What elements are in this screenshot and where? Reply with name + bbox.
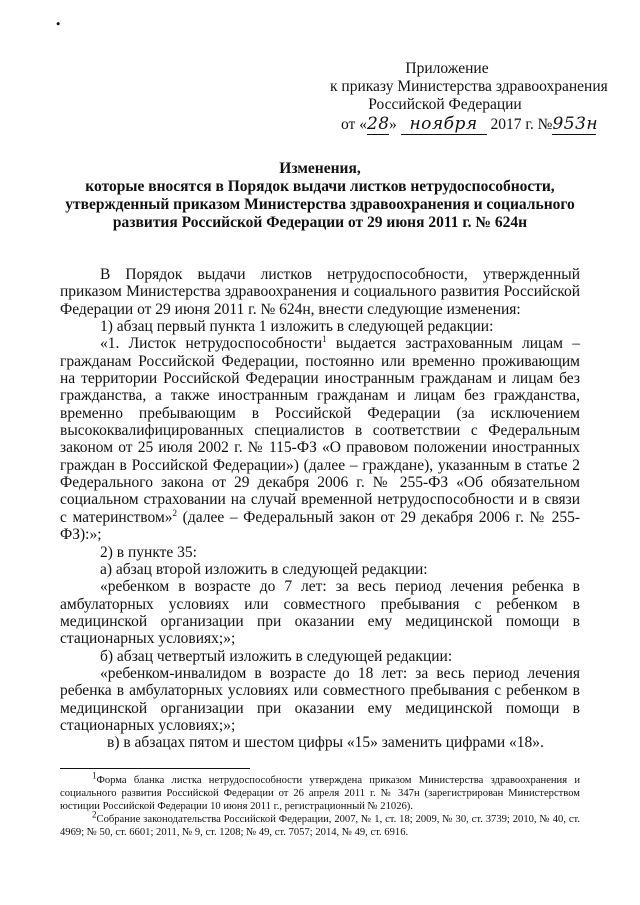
document-title <box>60 160 580 232</box>
date-prefix: от « <box>341 116 367 133</box>
appendix-header <box>330 60 630 114</box>
p3-text-c: (далее – Федеральный закон от 29 декабря 2006 г. № 255-ФЗ):»; <box>60 508 580 544</box>
paragraph-item-2a: а) абзац второй изложить в следующей редакции: <box>100 560 428 578</box>
paragraph-child-7: «ребенком в возрасте до 7 лет: за весь период лечения ребенка в амбулаторных условиях или совместного пребывания с ребенком в медицинской организации при оказании ему медицинской помощи в стационарных условиях;»; <box>60 578 580 648</box>
footnotes <box>60 770 580 839</box>
paragraph-item-1: 1) абзац первый пункта 1 изложить в следующей редакции: <box>100 318 494 336</box>
paragraph-child-disabled-18: «ребенком-инвалидом в возрасте до 18 лет: за весь период лечения ребенка в амбулаторных условиях или совместного пребывания с ребенком в медицинской организации при оказании ему медицинской помощи в стационарных условиях;»; <box>60 664 580 734</box>
paragraph-new-wording-1 <box>60 335 580 543</box>
footnote-1 <box>60 770 580 813</box>
footnote-2-number: 2 <box>92 809 97 820</box>
paragraph-item-2c: в) в абзацах пятом и шестом цифры «15» заменить цифрами «18». <box>107 734 544 752</box>
title-line-3: утвержденный приказом Министерства здравоохранения и социального <box>65 196 575 213</box>
appendix-date-line <box>341 114 599 135</box>
paragraph-item-2: 2) в пункте 35: <box>100 543 197 561</box>
footnote-2-text: Собрание законодательства Российской Федерации, 2007, № 1, ст. 18; 2009, № 30, ст. 3739; 2010, № 40, ст. 4969; № 50, ст. 6601; 2011, № 9, ст. 1208; № 49, ст. 7057; 2014, № 49, ст. 6916. <box>60 814 580 838</box>
date-day-handwritten: 28 <box>366 114 390 134</box>
corner-mark: • <box>53 15 63 32</box>
footnote-divider <box>60 768 250 769</box>
p3-text-b: выдается застрахованным лицам – гражданам Российской Федерации, постоянно или временно проживающим на территории Российской Федерации иностранным гражданам и лицам без гражданства, а также иностранным гражданам и лицам без гражданства, временно пребывающим в Российской Федерации (за исключением высококвалифицированных специалистов в соответствии с Федеральным законом от 25 июля 2002 г. № 115-ФЗ «О правовом положении иностранных граждан в Российской Федерации») (далее – граждане), указанным в статье 2 Федерального закона от 29 декабря 2006 г. № 255-ФЗ «Об обязательном социальном страховании на случай временной нетрудоспособности и в связи с материнством» <box>60 335 580 526</box>
title-line-1: Изменения, <box>279 160 361 177</box>
paragraph-intro: В Порядок выдачи листков нетрудоспособности, утвержденный приказом Министерства здравоохранения и социального развития Российской Федерации от 29 июня 2011 г. № 624н, внести следующие изменения: <box>60 266 580 318</box>
document-body <box>60 266 580 752</box>
date-mid: » <box>388 116 397 133</box>
title-line-2: которые вносятся в Порядок выдачи листков нетрудоспособности, <box>85 178 555 195</box>
title-line-4: развития Российской Федерации от 29 июня 2011 г. № 624н <box>112 214 528 231</box>
date-month-handwritten: ноября <box>401 114 487 135</box>
paragraph-item-2b: б) абзац четвертый изложить в следующей редакции: <box>100 647 453 665</box>
footnote-ref-2: 2 <box>172 507 178 518</box>
footnote-ref-1: 1 <box>322 334 327 345</box>
footnote-1-text: Форма бланка листка нетрудоспособности утверждена приказом Министерства здравоохранения и социального развития Российской Федерации от 26 апреля 2011 г. № 347н (зарегистрирован Министерством юстиции Российской Федерации 10 июня 2011 г., регистрационный № 21026). <box>60 775 580 812</box>
p3-text-a: «1. Листок нетрудоспособности <box>100 335 323 353</box>
date-year: 2017 г. № <box>490 116 553 133</box>
order-number-handwritten: 953н <box>552 114 599 134</box>
appendix-label: Приложение <box>405 60 489 77</box>
footnote-1-number: 1 <box>92 770 97 781</box>
footnote-2 <box>60 809 580 839</box>
appendix-ministry-line: Российской Федерации <box>368 96 522 113</box>
appendix-order-line: к приказу Министерства здравоохранения <box>330 78 608 95</box>
